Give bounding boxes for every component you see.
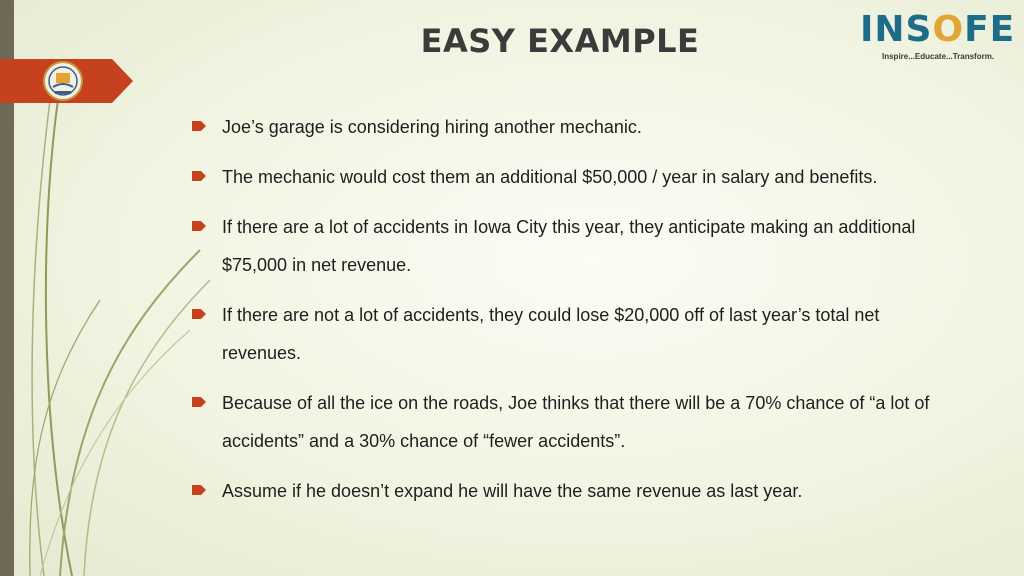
logo-tagline: Inspire...Educate...Transform. (882, 52, 995, 61)
list-item (192, 296, 952, 372)
arrow-bullet-icon (192, 396, 206, 408)
bullet-text: If there are a lot of accidents in Iowa City this year, they anticipate making an additional $75,000 in net revenue. (222, 217, 916, 275)
bullet-text: If there are not a lot of accidents, they could lose $20,000 off of last year’s total net revenues. (222, 305, 880, 363)
insofe-logo (860, 9, 1016, 66)
list-item (192, 384, 952, 460)
logo-text-ins: INS (860, 9, 933, 50)
institute-seal-icon (43, 61, 83, 101)
arrow-bullet-icon (192, 484, 206, 496)
bullet-list (192, 108, 952, 522)
slide-title: EASY EXAMPLE (420, 22, 700, 60)
logo-text-fe: FE (964, 9, 1016, 50)
arrow-bullet-icon (192, 120, 206, 132)
arrow-bullet-icon (192, 170, 206, 182)
list-item (192, 108, 952, 146)
bullet-text: Because of all the ice on the roads, Joe thinks that there will be a 70% chance of “a lot of accidents” and a 30% chance of “fewer accidents”. (222, 393, 930, 451)
logo-text-o: O (932, 9, 965, 50)
list-item (192, 472, 952, 510)
bullet-text: Assume if he doesn’t expand he will have the same revenue as last year. (222, 481, 803, 501)
bullet-text: Joe’s garage is considering hiring another mechanic. (222, 117, 642, 137)
bullet-text: The mechanic would cost them an additional $50,000 / year in salary and benefits. (222, 167, 878, 187)
logo-wordmark (860, 10, 1015, 50)
arrow-bullet-icon (192, 308, 206, 320)
list-item (192, 158, 952, 196)
list-item (192, 208, 952, 284)
arrow-bullet-icon (192, 220, 206, 232)
